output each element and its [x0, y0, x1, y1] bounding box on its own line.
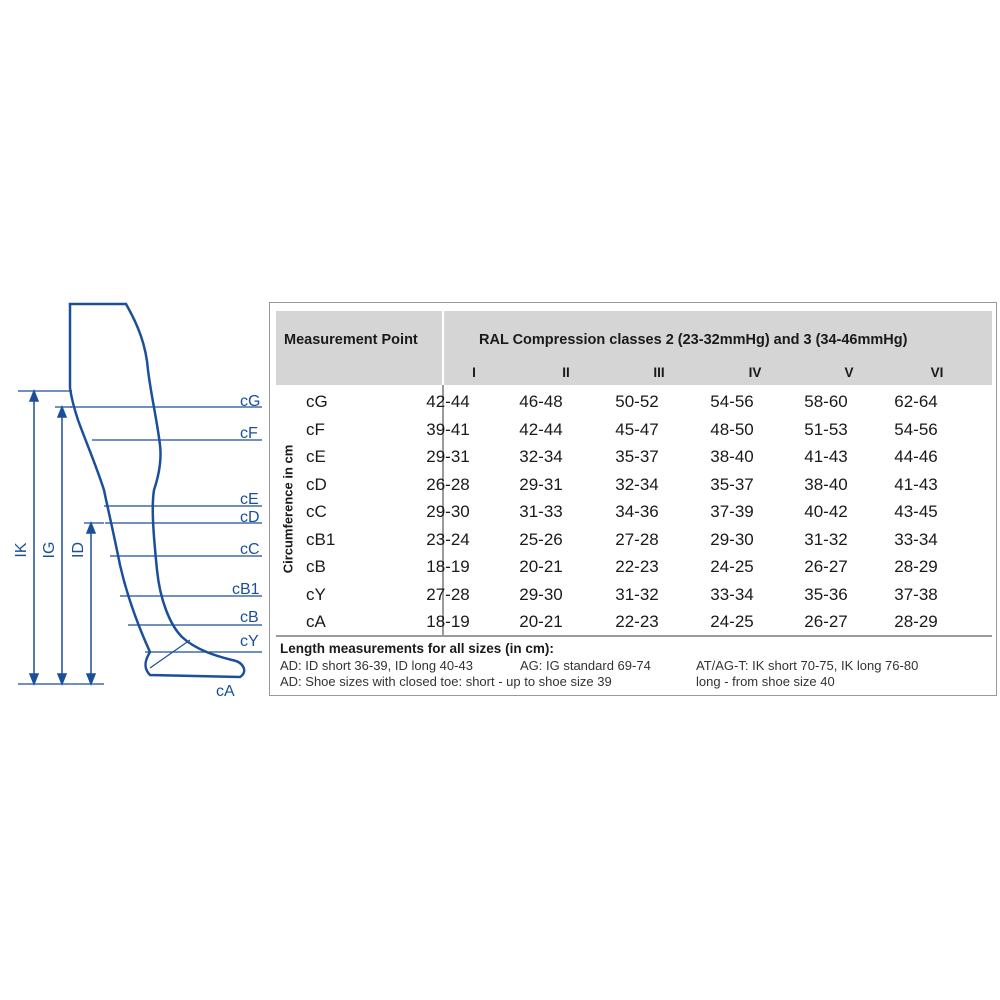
table-cell: 27-28	[426, 584, 470, 604]
leg-outline	[70, 304, 244, 677]
lengths-line1-col2: AG: IG standard 69-74	[520, 658, 651, 673]
header-divider	[442, 311, 444, 385]
label-cF: cF	[240, 425, 258, 442]
header-measurement-point: Measurement Point	[284, 332, 418, 348]
label-cD: cD	[240, 509, 260, 526]
table-cell: 29-30	[426, 502, 470, 521]
row-point-cG: cG	[306, 392, 328, 411]
column-class-VI: VI	[930, 365, 944, 380]
label-cB: cB	[240, 609, 259, 626]
table-cell: 24-25	[710, 612, 754, 631]
table-cell: 41-43	[804, 447, 848, 466]
lengths-line2-col1: AD: Shoe sizes with closed toe: short - up to shoe size 39	[280, 674, 612, 689]
table-cell: 37-38	[894, 584, 938, 604]
table-cell: 37-39	[710, 502, 754, 521]
label-cC: cC	[240, 541, 260, 558]
label-cG: cG	[240, 393, 261, 410]
table-cell: 31-32	[804, 529, 848, 549]
leg-measurement-diagram	[0, 0, 270, 720]
table-cell: 41-43	[894, 474, 938, 494]
table-cell: 40-42	[804, 502, 848, 521]
column-class-II: II	[562, 365, 570, 380]
table-cell: 38-40	[710, 447, 754, 466]
table-cell: 44-46	[894, 447, 938, 466]
table-cell: 45-47	[615, 419, 659, 439]
column-class-III: III	[653, 365, 665, 380]
row-point-cB: cB	[306, 557, 326, 576]
table-cell: 28-29	[894, 557, 938, 576]
table-cell: 29-31	[426, 447, 470, 466]
lengths-title: Length measurements for all sizes (in cm):	[280, 641, 554, 656]
table-cell: 42-44	[519, 419, 563, 439]
table-cell: 51-53	[804, 419, 848, 439]
lengths-line1-col1: AD: ID short 36-39, ID long 40-43	[280, 658, 473, 673]
table-cell: 46-48	[519, 392, 563, 411]
table-cell: 26-27	[804, 612, 848, 631]
table-cell: 29-30	[519, 584, 563, 604]
table-cell: 54-56	[710, 392, 754, 411]
table-cell: 24-25	[710, 557, 754, 576]
table-cell: 62-64	[894, 392, 938, 411]
label-cY: cY	[240, 633, 259, 650]
table-cell: 34-36	[615, 502, 659, 521]
table-cell: 25-26	[519, 529, 563, 549]
column-class-IV: IV	[748, 365, 762, 380]
table-cell: 18-19	[426, 612, 470, 631]
table-cell: 23-24	[426, 529, 470, 549]
row-point-cE: cE	[306, 447, 326, 466]
header-compression-classes: RAL Compression classes 2 (23-32mmHg) and 3 (34-46mmHg)	[479, 332, 908, 348]
table-cell: 35-36	[804, 584, 848, 604]
table-cell: 33-34	[894, 529, 938, 549]
row-point-cC: cC	[306, 502, 327, 521]
table-cell: 18-19	[426, 557, 470, 576]
lengths-line1-col3: AT/AG-T: IK short 70-75, IK long 76-80	[696, 658, 919, 673]
row-point-cA: cA	[306, 612, 326, 631]
label-cB1: cB1	[232, 581, 260, 598]
table-cell: 42-44	[426, 392, 470, 411]
table-cell: 29-30	[710, 529, 754, 549]
label-cA: cA	[216, 683, 235, 700]
label-IK: IK	[13, 542, 30, 558]
table-cell: 43-45	[894, 502, 938, 521]
table-cell: 31-33	[519, 502, 563, 521]
table-cell: 32-34	[519, 447, 563, 466]
table-cell: 26-28	[426, 474, 470, 494]
column-class-I: I	[472, 365, 476, 380]
table-cell: 33-34	[710, 584, 754, 604]
table-cell: 20-21	[519, 612, 563, 631]
table-header	[276, 311, 992, 385]
table-cell: 35-37	[710, 474, 754, 494]
table-cell: 26-27	[804, 557, 848, 576]
table-cell: 28-29	[894, 612, 938, 631]
table-cell: 35-37	[615, 447, 659, 466]
row-point-cY: cY	[306, 584, 326, 604]
body-bottom-rule	[276, 635, 992, 637]
size-table: Measurement Point RAL Compression classes 2 (23-32mmHg) and 3 (34-46mmHg) I II III IV V VI Circumference in cm cG 42-44 46-48 50-52 54-56 58-60 62-64 cF 39-41 42-44 45-47 48-50 51-53 54-56 cE 29-31 32-34 35-37 38-40 41-43 44-46 cD 26-28 29-31 32-34 35-37 38-40 41-43 cC 29-30 31-33 34-36 37-39 40-42 43-45 cB1 23-24 25-26 27-28 29-30 31-32 33-34 cB 18-19 20-21 22-23 24-25 26-27 28-29 cY 27-28 29-30 31-32 33-34 35-36 37-38 cA 18-19 20-21 22-23 24-25 26-27 28-29 Length measurements for all sizes (in cm): AD: ID short 36-39, ID long 40-43 AG: IG standard 69-74 AT/AG-T: IK short 70-75, IK long 76-80 AD: Shoe sizes with closed toe: short - up to shoe size 39 long - from shoe size 40	[269, 302, 997, 696]
label-ID: ID	[70, 542, 87, 558]
label-IG: IG	[41, 541, 58, 559]
row-point-cB1: cB1	[306, 529, 336, 549]
row-point-cF: cF	[306, 419, 325, 439]
lengths-line2-col3: long - from shoe size 40	[696, 674, 835, 689]
table-cell: 22-23	[615, 612, 659, 631]
table-cell: 48-50	[710, 419, 754, 439]
label-cE: cE	[240, 491, 259, 508]
table-cell: 54-56	[894, 419, 938, 439]
table-cell: 32-34	[615, 474, 659, 494]
table-cell: 27-28	[615, 529, 659, 549]
table-cell: 22-23	[615, 557, 659, 576]
table-cell: 58-60	[804, 392, 848, 411]
table-cell: 38-40	[804, 474, 848, 494]
column-class-V: V	[844, 365, 854, 380]
line-cA	[150, 640, 190, 668]
row-point-cD: cD	[306, 474, 327, 494]
table-cell: 39-41	[426, 419, 470, 439]
table-cell: 31-32	[615, 584, 659, 604]
table-cell: 29-31	[519, 474, 563, 494]
table-cell: 20-21	[519, 557, 563, 576]
table-cell: 50-52	[615, 392, 659, 411]
